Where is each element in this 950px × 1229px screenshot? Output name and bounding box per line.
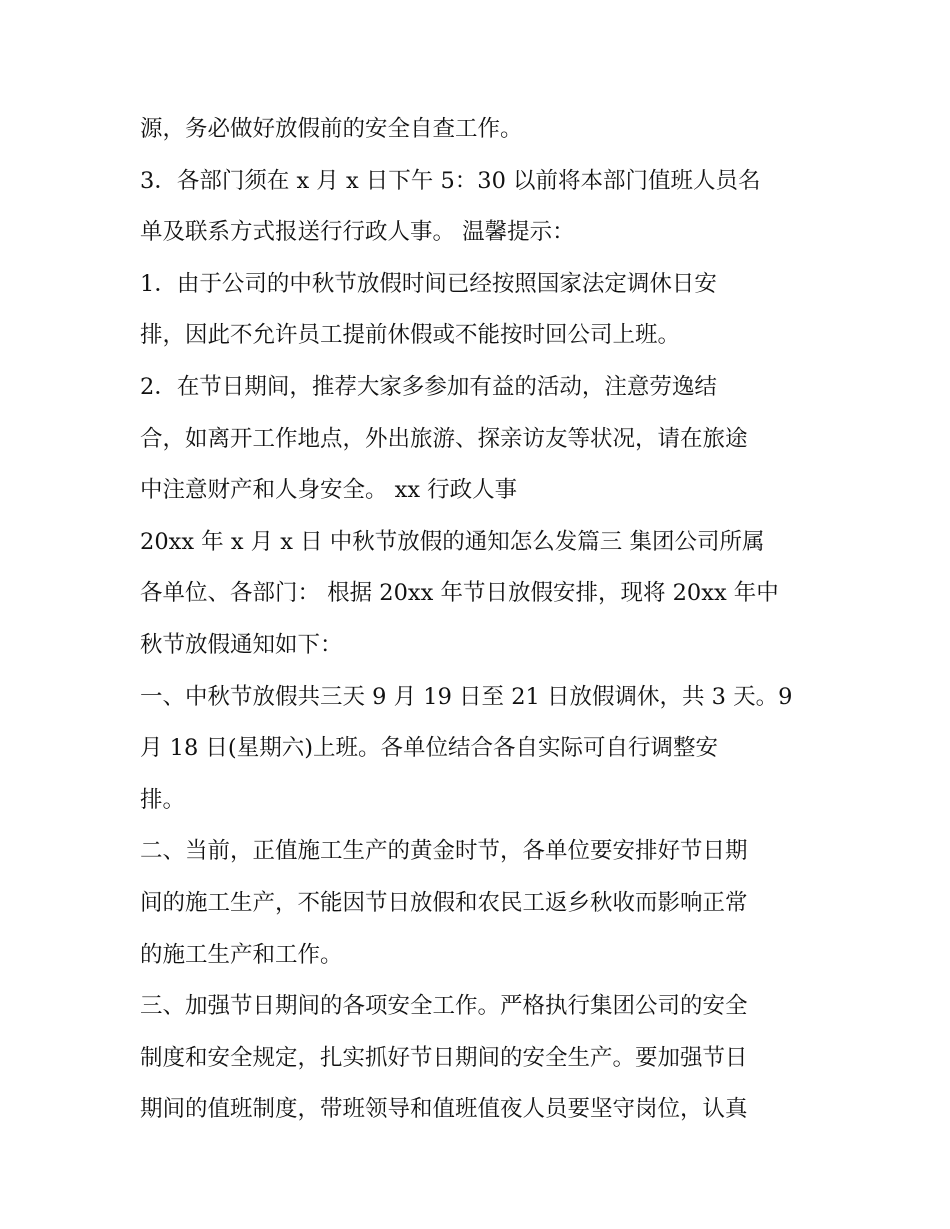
text-line: 月 18 日(星期六)上班。各单位结合各自实际可自行调整安 (140, 735, 718, 762)
text-line: 间的施工生产，不能因节日放假和农民工返乡秋收而影响正常 (140, 889, 748, 916)
text-line: 排。 (140, 786, 186, 813)
text-line: 各单位、各部门： 根据 20xx 年节日放假安排，现将 20xx 年中 (140, 580, 779, 607)
text-line: 中注意财产和人身安全。 xx 行政人事 (140, 477, 518, 504)
text-line: 20xx 年 x 月 x 日 中秋节放假的通知怎么发篇三 集团公司所属 (140, 528, 765, 555)
text-line: 3．各部门须在 x 月 x 日下午 5：30 以前将本部门值班人员名 (140, 167, 761, 194)
text-line: 排，因此不允许员工提前休假或不能按时回公司上班。 (140, 322, 681, 349)
text-line: 二、当前，正值施工生产的黄金时节，各单位要安排好节日期 (140, 838, 748, 865)
text-line: 源，务必做好放假前的安全自查工作。 (140, 116, 523, 142)
text-line: 1．由于公司的中秋节放假时间已经按照国家法定调休日安 (140, 270, 717, 297)
text-line: 合，如离开工作地点，外出旅游、探亲访友等状况，请在旅途 (140, 425, 748, 452)
text-line: 三、加强节日期间的各项安全工作。严格执行集团公司的安全 (140, 993, 748, 1020)
text-line: 一、中秋节放假共三天 9 月 19 日至 21 日放假调休，共 3 天。9 (140, 683, 793, 710)
text-line: 秋节放假通知如下： (140, 631, 343, 658)
text-line: 的施工生产和工作。 (140, 941, 343, 968)
text-line: 期间的值班制度，带班领导和值班值夜人员要坚守岗位，认真 (140, 1096, 748, 1123)
text-line: 单及联系方式报送行行政人事。 温馨提示： (140, 219, 575, 246)
text-line: 制度和安全规定，扎实抓好节日期间的安全生产。要加强节日 (140, 1044, 748, 1071)
text-line: 2．在节日期间，推荐大家多参加有益的活动，注意劳逸结 (140, 373, 717, 400)
document-body (140, 104, 820, 1136)
